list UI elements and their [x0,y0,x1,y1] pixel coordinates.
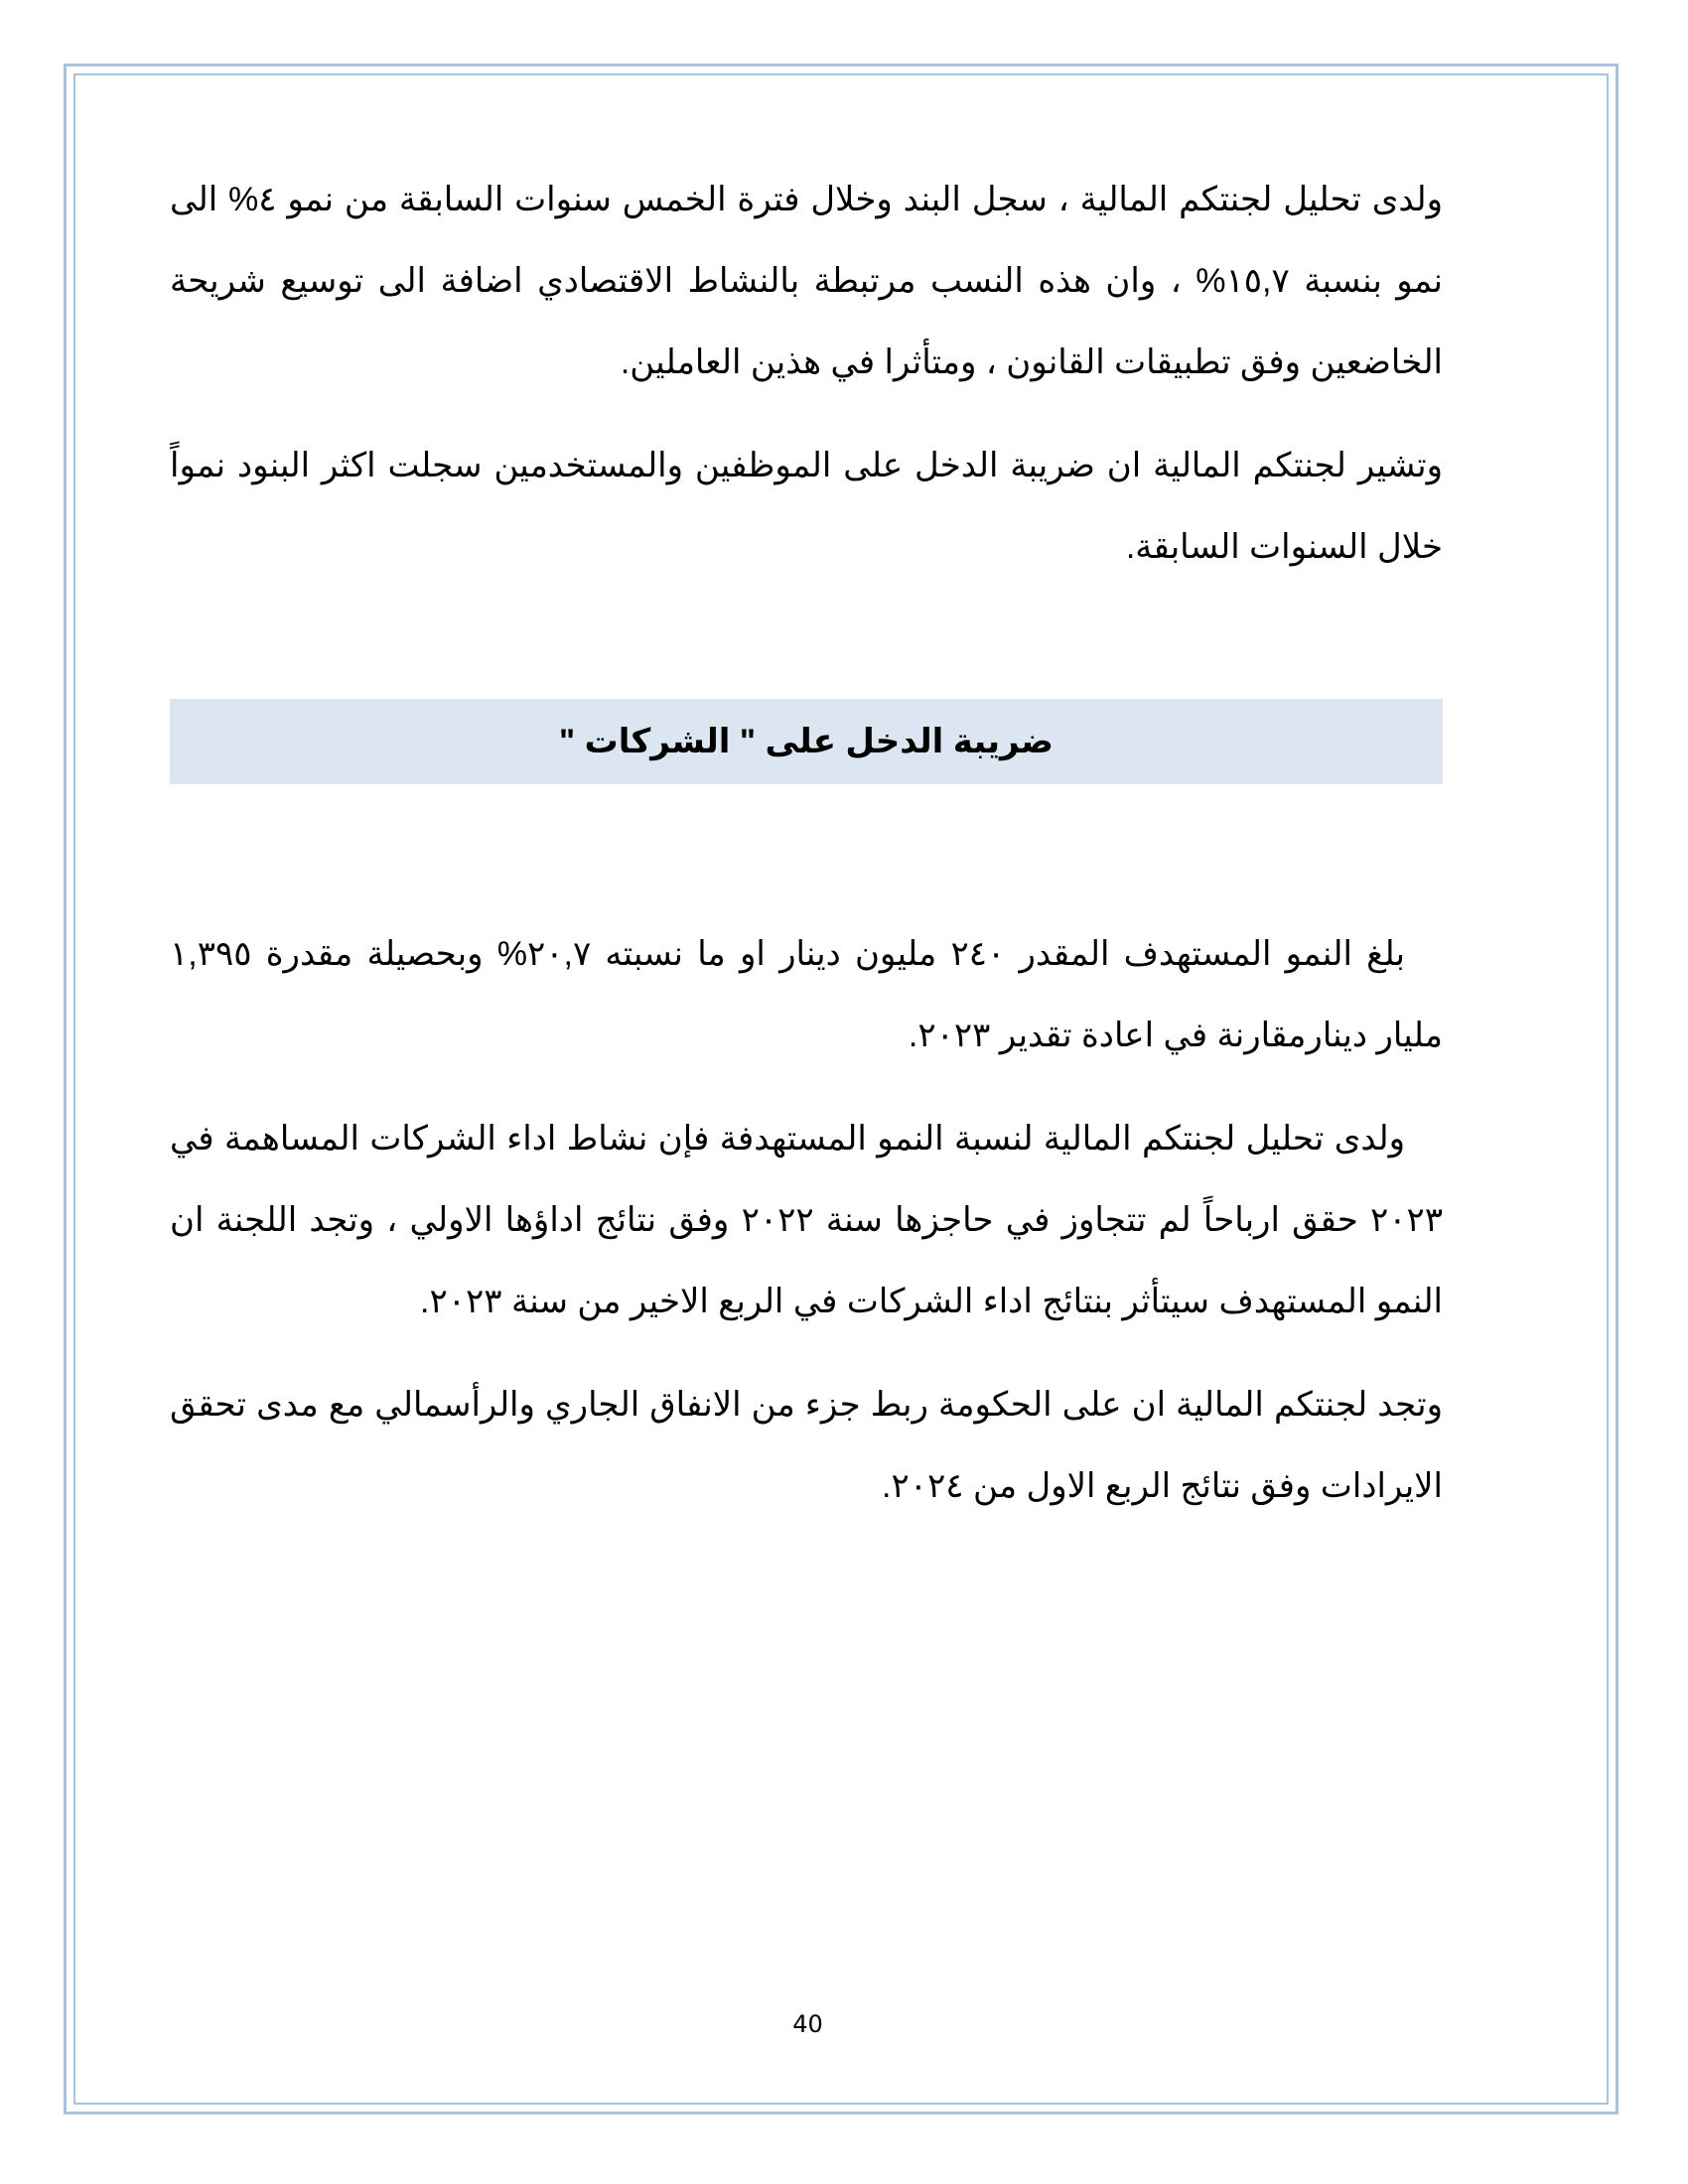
document-body [170,159,1443,1527]
section-heading-text: ضريبة الدخل على " الشركات " [558,723,1055,760]
paragraph-companies-performance: ولدى تحليل لجنتكم المالية لنسبة النمو المستهدفة فإن نشاط اداء الشركات المساهمة في ٢٠٢٣ حقق ارباحاً لم تتجاوز في حاجزها سنة ٢٠٢٢ وفق نتائج اداؤها الاولي ، وتجد اللجنة ان النمو المستهدف سيتأثر بنتائج اداء الشركات في الربع الاخير من سنة ٢٠٢٣. [170,1120,1443,1320]
paragraph-employee-tax: وتشير لجنتكم المالية ان ضريبة الدخل على الموظفين والمستخدمين سجلت اكثر البنود نمواً خلال السنوات السابقة. [170,447,1443,566]
paragraph-analysis-growth: ولدى تحليل لجنتكم المالية ، سجل البند وخلال فترة الخمس سنوات السابقة من نمو ٤% الى نمو بنسبة ١٥,٧% ، وان هذه النسب مرتبطة بالنشاط الاقتصادي اضافة الى توسيع شريحة الخاضعين وفق تطبيقات القانون ، ومتأثرا في هذين العاملين. [170,181,1443,381]
paragraph-spending-link: وتجد لجنتكم المالية ان على الحكومة ربط جزء من الانفاق الجاري والرأسمالي مع مدى تحقق الايرادات وفق نتائج الربع الاول من ٢٠٢٤. [170,1386,1443,1505]
page-number: 40 [792,2010,823,2038]
section-heading-corporate-tax [170,699,1443,784]
paragraph-target-growth: بلغ النمو المستهدف المقدر ٢٤٠ مليون دينار او ما نسبته ٢٠,٧% وبحصيلة مقدرة ١,٣٩٥ مليار دينارمقارنة في اعادة تقدير ٢٠٢٣. [170,935,1443,1054]
